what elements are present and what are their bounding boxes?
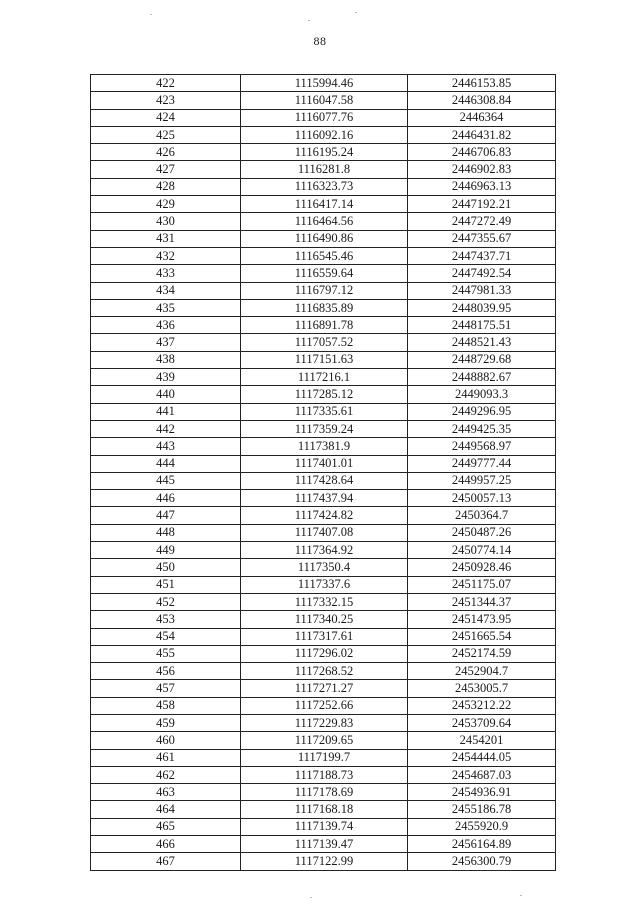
x-coordinate-cell: 1117424.82 (241, 507, 408, 524)
point-number-cell: 458 (91, 697, 241, 714)
point-number-cell: 423 (91, 92, 241, 109)
x-coordinate-cell: 1117057.52 (241, 334, 408, 351)
x-coordinate-cell: 1116490.86 (241, 230, 408, 247)
point-number-cell: 427 (91, 161, 241, 178)
table-row (91, 697, 556, 714)
table-row (91, 403, 556, 420)
point-number-cell: 424 (91, 109, 241, 126)
y-coordinate-cell: 2450928.46 (408, 559, 556, 576)
y-coordinate-cell: 2447272.49 (408, 213, 556, 230)
x-coordinate-cell: 1117216.1 (241, 369, 408, 386)
x-coordinate-cell: 1117332.15 (241, 593, 408, 610)
y-coordinate-cell: 2448521.43 (408, 334, 556, 351)
table-row (91, 680, 556, 697)
scan-speck (520, 895, 522, 896)
y-coordinate-cell: 2455920.9 (408, 818, 556, 835)
x-coordinate-cell: 1117139.74 (241, 818, 408, 835)
x-coordinate-cell: 1117209.65 (241, 732, 408, 749)
point-number-cell: 454 (91, 628, 241, 645)
x-coordinate-cell: 1117268.52 (241, 663, 408, 680)
y-coordinate-cell: 2451175.07 (408, 576, 556, 593)
y-coordinate-cell: 2447437.71 (408, 247, 556, 264)
y-coordinate-cell: 2454444.05 (408, 749, 556, 766)
table-row (91, 230, 556, 247)
table-row (91, 369, 556, 386)
point-number-cell: 465 (91, 818, 241, 835)
y-coordinate-cell: 2456164.89 (408, 836, 556, 853)
x-coordinate-cell: 1116047.58 (241, 92, 408, 109)
y-coordinate-cell: 2450057.13 (408, 490, 556, 507)
scan-speck (310, 897, 312, 898)
table-row (91, 818, 556, 835)
point-number-cell: 442 (91, 420, 241, 437)
point-number-cell: 426 (91, 144, 241, 161)
x-coordinate-cell: 1115994.46 (241, 75, 408, 92)
point-number-cell: 440 (91, 386, 241, 403)
point-number-cell: 448 (91, 524, 241, 541)
x-coordinate-cell: 1117139.47 (241, 836, 408, 853)
x-coordinate-cell: 1117168.18 (241, 801, 408, 818)
y-coordinate-cell: 2452904.7 (408, 663, 556, 680)
table-row (91, 109, 556, 126)
x-coordinate-cell: 1116077.76 (241, 109, 408, 126)
y-coordinate-cell: 2454936.91 (408, 784, 556, 801)
table-row (91, 524, 556, 541)
point-number-cell: 441 (91, 403, 241, 420)
table-row (91, 663, 556, 680)
y-coordinate-cell: 2453709.64 (408, 714, 556, 731)
y-coordinate-cell: 2447192.21 (408, 196, 556, 213)
y-coordinate-cell: 2446706.83 (408, 144, 556, 161)
table-row (91, 247, 556, 264)
y-coordinate-cell: 2450774.14 (408, 542, 556, 559)
x-coordinate-cell: 1117229.83 (241, 714, 408, 731)
table-row (91, 490, 556, 507)
table-row (91, 784, 556, 801)
y-coordinate-cell: 2455186.78 (408, 801, 556, 818)
table-row (91, 766, 556, 783)
x-coordinate-cell: 1117178.69 (241, 784, 408, 801)
y-coordinate-cell: 2449957.25 (408, 472, 556, 489)
table-row (91, 265, 556, 282)
y-coordinate-cell: 2451665.54 (408, 628, 556, 645)
table-row (91, 126, 556, 143)
point-number-cell: 443 (91, 438, 241, 455)
table-row (91, 628, 556, 645)
table-row (91, 386, 556, 403)
y-coordinate-cell: 2449296.95 (408, 403, 556, 420)
table-row (91, 472, 556, 489)
point-number-cell: 437 (91, 334, 241, 351)
table-row (91, 836, 556, 853)
point-number-cell: 429 (91, 196, 241, 213)
table-row (91, 92, 556, 109)
scan-speck (308, 20, 310, 21)
table-row (91, 507, 556, 524)
x-coordinate-cell: 1116195.24 (241, 144, 408, 161)
y-coordinate-cell: 2454687.03 (408, 766, 556, 783)
point-number-cell: 467 (91, 853, 241, 870)
point-number-cell: 425 (91, 126, 241, 143)
y-coordinate-cell: 2447981.33 (408, 282, 556, 299)
x-coordinate-cell: 1117350.4 (241, 559, 408, 576)
x-coordinate-cell: 1116835.89 (241, 299, 408, 316)
y-coordinate-cell: 2446364 (408, 109, 556, 126)
point-number-cell: 434 (91, 282, 241, 299)
x-coordinate-cell: 1117340.25 (241, 611, 408, 628)
y-coordinate-cell: 2448729.68 (408, 351, 556, 368)
y-coordinate-cell: 2446902.83 (408, 161, 556, 178)
point-number-cell: 452 (91, 593, 241, 610)
point-number-cell: 445 (91, 472, 241, 489)
point-number-cell: 433 (91, 265, 241, 282)
x-coordinate-cell: 1117381.9 (241, 438, 408, 455)
table-row (91, 732, 556, 749)
point-number-cell: 430 (91, 213, 241, 230)
point-number-cell: 453 (91, 611, 241, 628)
table-row (91, 559, 556, 576)
scan-speck (150, 14, 152, 15)
table-row (91, 542, 556, 559)
x-coordinate-cell: 1116464.56 (241, 213, 408, 230)
table-row (91, 299, 556, 316)
x-coordinate-cell: 1116545.46 (241, 247, 408, 264)
table-row (91, 213, 556, 230)
table-row (91, 161, 556, 178)
table-row (91, 420, 556, 437)
point-number-cell: 439 (91, 369, 241, 386)
point-number-cell: 461 (91, 749, 241, 766)
x-coordinate-cell: 1117428.64 (241, 472, 408, 489)
x-coordinate-cell: 1117252.66 (241, 697, 408, 714)
x-coordinate-cell: 1117335.61 (241, 403, 408, 420)
point-number-cell: 462 (91, 766, 241, 783)
x-coordinate-cell: 1117317.61 (241, 628, 408, 645)
table-body (91, 75, 556, 871)
x-coordinate-cell: 1117122.99 (241, 853, 408, 870)
y-coordinate-cell: 2449568.97 (408, 438, 556, 455)
table-row (91, 144, 556, 161)
coordinate-table (90, 74, 556, 871)
point-number-cell: 422 (91, 75, 241, 92)
point-number-cell: 460 (91, 732, 241, 749)
y-coordinate-cell: 2448039.95 (408, 299, 556, 316)
point-number-cell: 438 (91, 351, 241, 368)
x-coordinate-cell: 1117337.6 (241, 576, 408, 593)
page-number: 88 (313, 34, 327, 48)
point-number-cell: 446 (91, 490, 241, 507)
table-row (91, 853, 556, 870)
point-number-cell: 428 (91, 178, 241, 195)
point-number-cell: 464 (91, 801, 241, 818)
point-number-cell: 450 (91, 559, 241, 576)
table-row (91, 317, 556, 334)
x-coordinate-cell: 1117296.02 (241, 645, 408, 662)
x-coordinate-cell: 1116559.64 (241, 265, 408, 282)
y-coordinate-cell: 2453212.22 (408, 697, 556, 714)
x-coordinate-cell: 1117151.63 (241, 351, 408, 368)
x-coordinate-cell: 1116417.14 (241, 196, 408, 213)
y-coordinate-cell: 2447492.54 (408, 265, 556, 282)
y-coordinate-cell: 2447355.67 (408, 230, 556, 247)
x-coordinate-cell: 1117359.24 (241, 420, 408, 437)
point-number-cell: 447 (91, 507, 241, 524)
x-coordinate-cell: 1117364.92 (241, 542, 408, 559)
y-coordinate-cell: 2446308.84 (408, 92, 556, 109)
y-coordinate-cell: 2452174.59 (408, 645, 556, 662)
table-row (91, 334, 556, 351)
point-number-cell: 459 (91, 714, 241, 731)
y-coordinate-cell: 2449777.44 (408, 455, 556, 472)
x-coordinate-cell: 1116323.73 (241, 178, 408, 195)
table-row (91, 196, 556, 213)
x-coordinate-cell: 1116092.16 (241, 126, 408, 143)
point-number-cell: 457 (91, 680, 241, 697)
x-coordinate-cell: 1117407.08 (241, 524, 408, 541)
x-coordinate-cell: 1117437.94 (241, 490, 408, 507)
y-coordinate-cell: 2454201 (408, 732, 556, 749)
x-coordinate-cell: 1116891.78 (241, 317, 408, 334)
y-coordinate-cell: 2446431.82 (408, 126, 556, 143)
table-row (91, 611, 556, 628)
table-row (91, 178, 556, 195)
table-row (91, 576, 556, 593)
table-row (91, 351, 556, 368)
x-coordinate-cell: 1117188.73 (241, 766, 408, 783)
y-coordinate-cell: 2453005.7 (408, 680, 556, 697)
y-coordinate-cell: 2446963.13 (408, 178, 556, 195)
x-coordinate-cell: 1117271.27 (241, 680, 408, 697)
y-coordinate-cell: 2451344.37 (408, 593, 556, 610)
table-row (91, 438, 556, 455)
point-number-cell: 466 (91, 836, 241, 853)
y-coordinate-cell: 2449425.35 (408, 420, 556, 437)
point-number-cell: 435 (91, 299, 241, 316)
y-coordinate-cell: 2448175.51 (408, 317, 556, 334)
point-number-cell: 455 (91, 645, 241, 662)
x-coordinate-cell: 1117401.01 (241, 455, 408, 472)
y-coordinate-cell: 2456300.79 (408, 853, 556, 870)
point-number-cell: 463 (91, 784, 241, 801)
table-row (91, 645, 556, 662)
table-row (91, 714, 556, 731)
y-coordinate-cell: 2451473.95 (408, 611, 556, 628)
table-row (91, 455, 556, 472)
point-number-cell: 456 (91, 663, 241, 680)
y-coordinate-cell: 2446153.85 (408, 75, 556, 92)
table-row (91, 749, 556, 766)
x-coordinate-cell: 1116281.8 (241, 161, 408, 178)
table-row (91, 282, 556, 299)
point-number-cell: 431 (91, 230, 241, 247)
y-coordinate-cell: 2448882.67 (408, 369, 556, 386)
point-number-cell: 432 (91, 247, 241, 264)
point-number-cell: 451 (91, 576, 241, 593)
x-coordinate-cell: 1117285.12 (241, 386, 408, 403)
y-coordinate-cell: 2449093.3 (408, 386, 556, 403)
scan-speck (355, 12, 357, 13)
table-row (91, 75, 556, 92)
x-coordinate-cell: 1117199.7 (241, 749, 408, 766)
table-row (91, 801, 556, 818)
point-number-cell: 436 (91, 317, 241, 334)
table-row (91, 593, 556, 610)
x-coordinate-cell: 1116797.12 (241, 282, 408, 299)
y-coordinate-cell: 2450487.26 (408, 524, 556, 541)
y-coordinate-cell: 2450364.7 (408, 507, 556, 524)
point-number-cell: 444 (91, 455, 241, 472)
point-number-cell: 449 (91, 542, 241, 559)
